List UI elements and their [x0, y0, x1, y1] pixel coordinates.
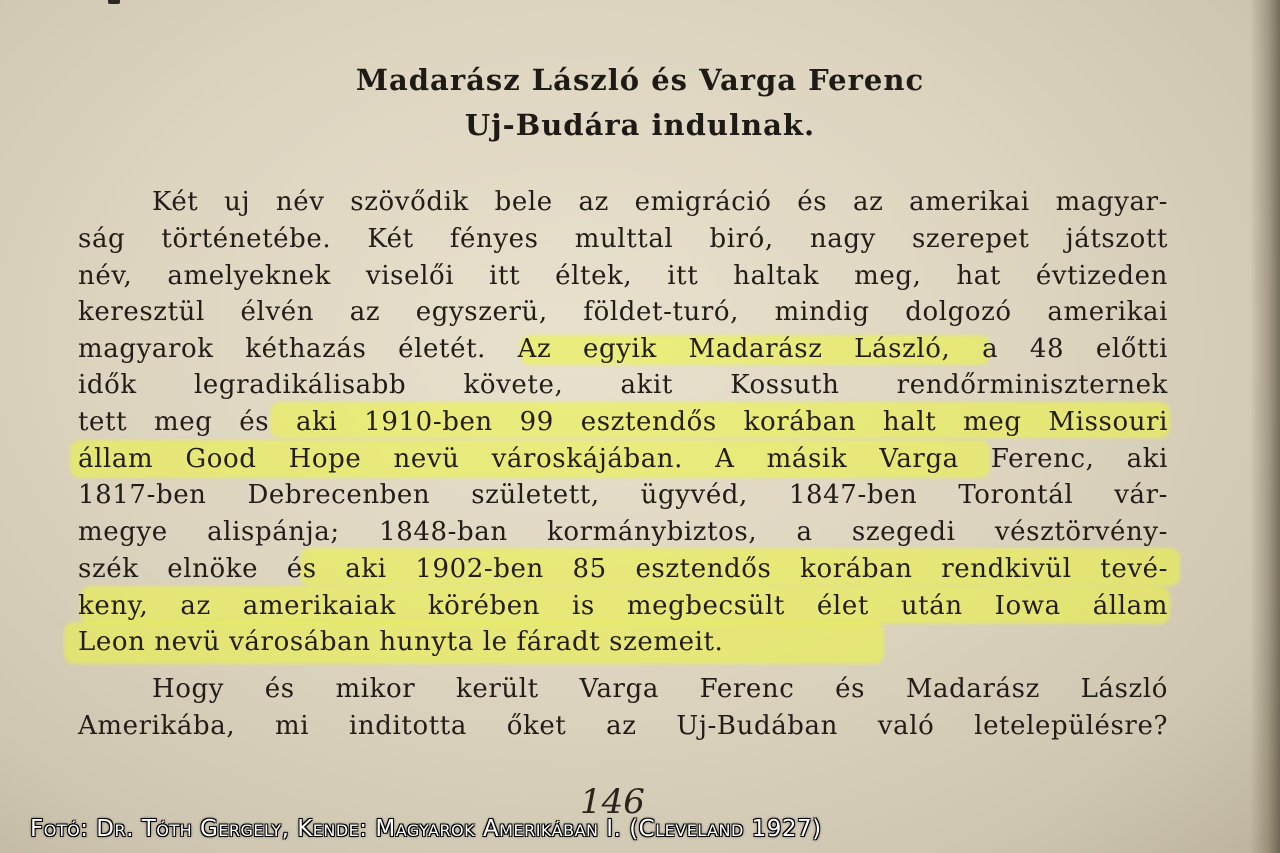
- body-text-line: szék elnöke és aki 1902-ben 85 esztendős korában rendkivül tevé-: [78, 554, 1168, 584]
- page-number: 146: [580, 782, 645, 822]
- body-text-line: ság történetébe. Két fényes multtal biró, nagy szerepet játszott: [78, 224, 1168, 254]
- chapter-heading-line-2: Uj-Budára indulnak.: [464, 108, 816, 142]
- book-spine-shadow: [1250, 0, 1280, 853]
- body-text-line: név, amelyeknek viselői itt éltek, itt haltak meg, hat évtizeden: [78, 261, 1168, 291]
- body-text-line: 1817-ben Debrecenben született, ügyvéd, 1847-ben Torontál vár-: [78, 480, 1168, 510]
- chapter-heading-line-1: Madarász László és Varga Ferenc: [355, 63, 925, 97]
- body-text-line: keresztül élvén az egyszerü, földet-turó, mindig dolgozó amerikai: [78, 297, 1168, 327]
- body-text-line: idők legradikálisabb követe, akit Kossuth rendőrminiszternek: [78, 370, 1168, 400]
- body-text-line: Amerikába, mi inditotta őket az Uj-Budában való letelepülésre?: [78, 711, 1168, 741]
- body-text-line: megye alispánja; 1848-ban kormánybiztos, a szegedi vésztörvény-: [78, 517, 1168, 547]
- body-text-line: keny, az amerikaiak körében is megbecsült élet után Iowa állam: [78, 591, 1168, 621]
- body-text-line: Leon nevü városában hunyta le fáradt szemeit.: [78, 627, 724, 657]
- body-text-line: állam Good Hope nevü városkájában. A másik Varga Ferenc, aki: [78, 444, 1168, 474]
- previous-text-fragment: [108, 0, 120, 4]
- body-text-line: Hogy és mikor került Varga Ferenc és Madarász László: [152, 674, 1168, 704]
- photo-credit-caption: Fotó: Dr. Tóth Gergely, Kende: Magyarok Amerikában I. (Cleveland 1927): [30, 816, 822, 842]
- body-text-line: tett meg és aki 1910-ben 99 esztendős korában halt meg Missouri: [78, 407, 1168, 437]
- body-text-line: Két uj név szövődik bele az emigráció és az amerikai magyar-: [152, 187, 1168, 217]
- body-text-line: magyarok kéthazás életét. Az egyik Madarász László, a 48 előtti: [78, 334, 1168, 364]
